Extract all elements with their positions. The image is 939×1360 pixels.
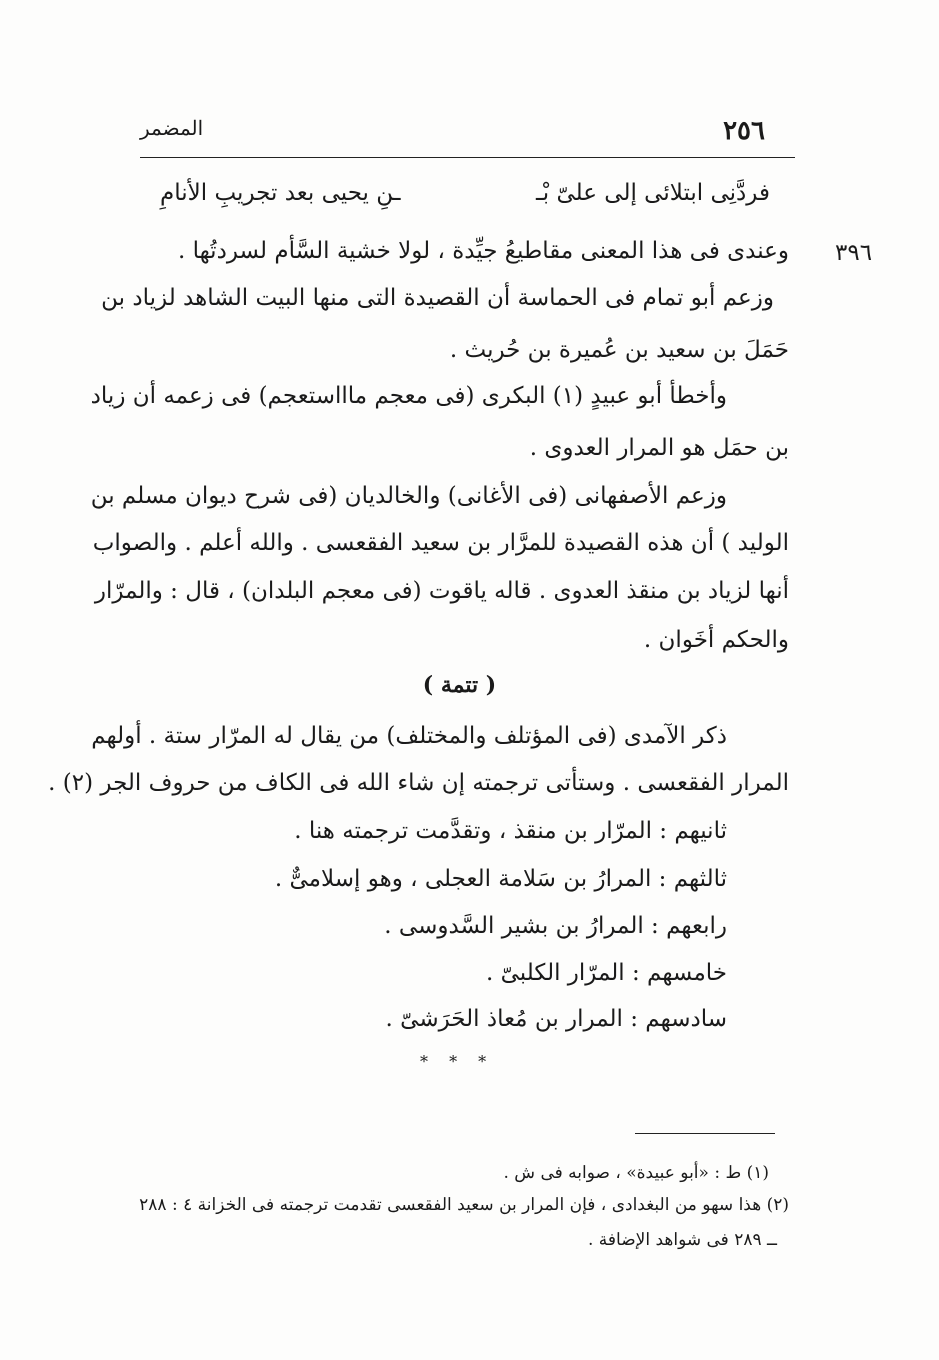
section-line: ثالثهم : المرارُ بن سَلامة العجلى ، وهو إسلامىٌّ . (274, 866, 727, 892)
body-line: حَمَلَ بن سعيد بن عُميرة بن حُريث . (449, 337, 789, 363)
page-header (140, 108, 795, 148)
section-line: سادسهم : المرار بن مُعاذ الحَرَشىّ . (385, 1006, 727, 1032)
body-line: وزعم أبو تمام فى الحماسة أن القصيدة التى منها البيت الشاهد لزياد بن (101, 285, 774, 311)
body-line: بن حمَل هو المرار العدوى . (529, 435, 789, 461)
poem-verse (160, 180, 770, 206)
section-line: المرار الفقعسى . وستأتى ترجمته إن شاء الله فى الكاف من حروف الجر (٢) . (48, 770, 789, 796)
section-line: رابعهم : المرارُ بن بشير السَّدوسى . (384, 913, 727, 939)
body-line: والحكم أخَوان . (643, 627, 789, 653)
footnote-2: (٢) هذا سهو من البغدادى ، فإن المرار بن سعيد الفقعسى تقدمت ترجمته فى الخزانة ٤ : ٢٨٨ (139, 1195, 789, 1215)
page-number: ٢٥٦ (723, 116, 765, 146)
footnote-2-continued: ــ ٢٨٩ فى شواهد الإضافة . (587, 1230, 777, 1250)
footnote-1: (١) ط : «أبو عبيدة» ، صوابه فى ش . (503, 1163, 769, 1183)
body-line: وأخطأ أبو عبيدٍ (١) البكرى (فى معجم ماااستعجم) فى زعمه أن زياد (90, 383, 727, 409)
poem-first-hemistich: فردَّنِى ابتلائى إلى علىّ بْـ (536, 180, 770, 206)
section-line: خامسهم : المرّار الكلبىّ . (486, 960, 727, 986)
margin-number: ٣٩٦ (835, 240, 873, 266)
body-line: وزعم الأصفهانى (فى الأغانى) والخالديان (فى شرح ديوان مسلم بن (90, 483, 727, 509)
running-title: المضمر (140, 116, 204, 140)
body-line: وعندى فى هذا المعنى مقاطيعُ جيِّدة ، لولا خشية السَّأم لسردتُها . (177, 238, 789, 264)
footnote-rule (635, 1133, 775, 1134)
section-line: ثانيهم : المرّار بن منقذ ، وتقدَّمت ترجمته هنا . (294, 818, 727, 844)
section-line: ذكر الآمدى (فى المؤتلف والمختلف) من يقال له المرّار ستة . أولهم (91, 723, 727, 749)
poem-second-hemistich: ـنِ يحيى بعد تجريبِ الأنامِ (160, 180, 401, 206)
header-rule (140, 157, 795, 158)
section-separator: * * * (420, 1052, 495, 1071)
body-line: الوليد ) أن هذه القصيدة للمرَّار بن سعيد الفقعسى . والله أعلم . والصواب (92, 530, 789, 556)
body-line: أنها لزياد بن منقذ العدوى . قاله ياقوت (فى معجم البلدان) ، قال : والمرّار (94, 578, 789, 604)
section-heading: ( تتمة ) (422, 672, 497, 698)
